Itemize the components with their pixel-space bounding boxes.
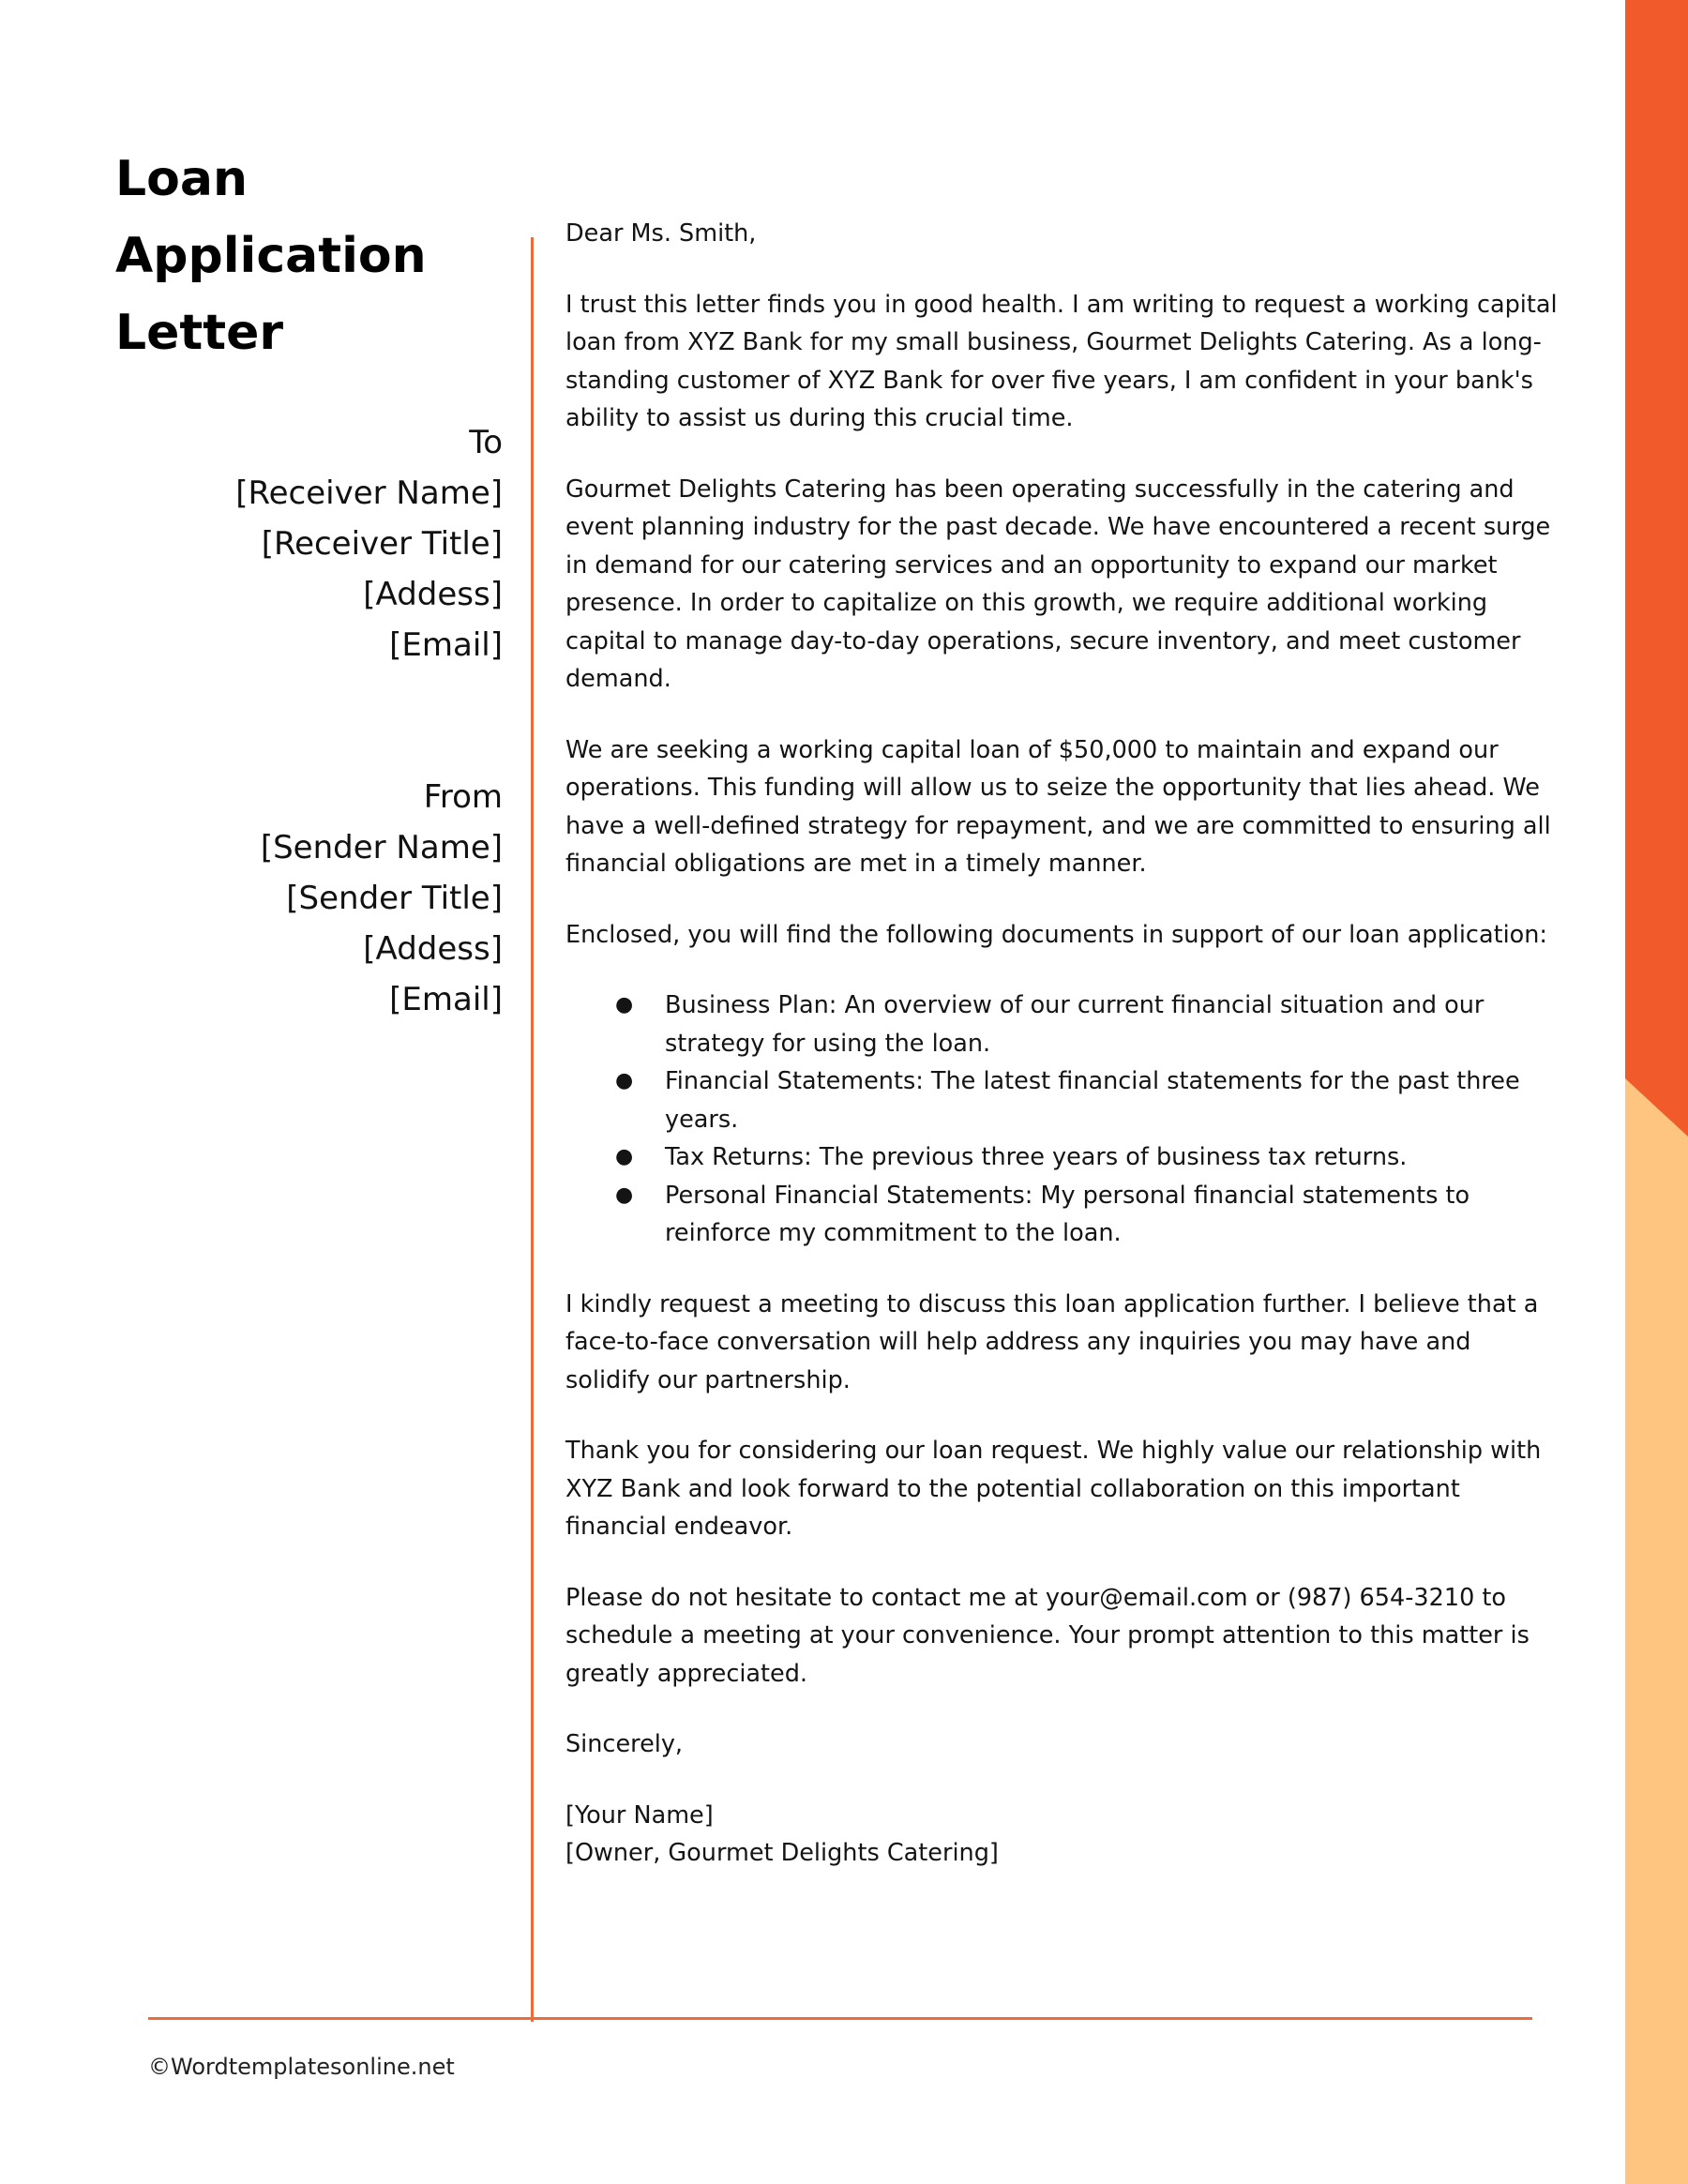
- letter-body: [565, 215, 1560, 1873]
- bullet-icon: ●: [615, 993, 634, 1017]
- title-line-3: Letter: [115, 305, 284, 361]
- paragraph-business: Gourmet Delights Catering has been operating successfully in the catering and event planning industry for the past decade. We have encountered a recent surge in demand for our catering services and an opportunity to expand our market presence. In order to capitalize on this growth, we require additional working capital to manage day-to-day operations, secure inventory, and meet customer demand.: [565, 474, 1551, 693]
- sender-email: [Email]: [389, 981, 503, 1018]
- receiver-title: [Receiver Title]: [261, 525, 503, 563]
- paragraph-intro: I trust this letter finds you in good health. I am writing to request a working capital loan from XYZ Bank for my small business, Gourmet Delights Catering. As a long-standing customer of XYZ Bank for over five years, I am confident in your bank's ability to assist us during this crucial time.: [565, 290, 1558, 432]
- document-title: [115, 141, 509, 371]
- sender-name: [Sender Name]: [260, 829, 503, 866]
- documents-list: [565, 987, 1560, 1253]
- paragraph-request: We are seeking a working capital loan of $50,000 to maintain and expand our operations. This funding will allow us to seize the opportunity that lies ahead. We have a well-defined strategy for repayment, and we are committed to ensuring all financial obligations are met in a timely manner.: [565, 735, 1551, 878]
- title-line-2: Application: [115, 228, 427, 284]
- side-band-dark-section: [1625, 0, 1688, 1137]
- list-item: ● Financial Statements: The latest financial statements for the past three years.: [665, 1062, 1560, 1138]
- paragraph-contact: Please do not hesitate to contact me at your@email.com or (987) 654-3210 to schedule a meeting at your convenience. Your prompt attention to this matter is greatly appreciated.: [565, 1583, 1530, 1688]
- signature-title: [Owner, Gourmet Delights Catering]: [565, 1839, 999, 1867]
- bullet-icon: ●: [615, 1069, 634, 1092]
- recipient-label: To: [469, 424, 503, 461]
- salutation: Dear Ms. Smith,: [565, 219, 757, 248]
- list-item: ● Business Plan: An overview of our current financial situation and our strategy for using the loan.: [665, 987, 1560, 1062]
- sender-title: [Sender Title]: [286, 880, 503, 917]
- receiver-email: [Email]: [389, 626, 503, 664]
- receiver-name: [Receiver Name]: [235, 474, 503, 512]
- sender-label: From: [423, 778, 503, 816]
- footer-copyright: ©Wordtemplatesonline.net: [148, 2054, 455, 2080]
- paragraph-thanks: Thank you for considering our loan request. We highly value our relationship with XYZ Bank and look forward to the potential collaboration on this important financial endeavor.: [565, 1437, 1542, 1541]
- paragraph-enclosed: Enclosed, you will find the following documents in support of our loan application:: [565, 920, 1548, 949]
- decorative-side-band: [1625, 0, 1688, 2184]
- side-band-graphic: [1625, 0, 1688, 2184]
- sender-address: [Addess]: [363, 930, 503, 968]
- bullet-icon: ●: [615, 1182, 634, 1207]
- receiver-address: [Addess]: [363, 576, 503, 613]
- sender-block: [261, 772, 503, 1025]
- paragraph-meeting: I kindly request a meeting to discuss this loan application further. I believe that a face-to-face conversation will help address any inquiries you may have and solidify our partnership.: [565, 1289, 1539, 1394]
- recipient-block: [235, 417, 503, 670]
- footer-divider: [148, 2017, 1532, 2020]
- signature-name: [Your Name]: [565, 1800, 714, 1830]
- list-item: ● Personal Financial Statements: My personal financial statements to reinforce my commitment to the loan.: [665, 1177, 1560, 1253]
- bullet-icon: ●: [615, 1145, 634, 1168]
- list-item: ● Tax Returns: The previous three years of business tax returns.: [665, 1138, 1560, 1177]
- sign-off: Sincerely,: [565, 1730, 684, 1758]
- title-line-1: Loan: [115, 151, 248, 207]
- vertical-divider: [531, 237, 534, 2022]
